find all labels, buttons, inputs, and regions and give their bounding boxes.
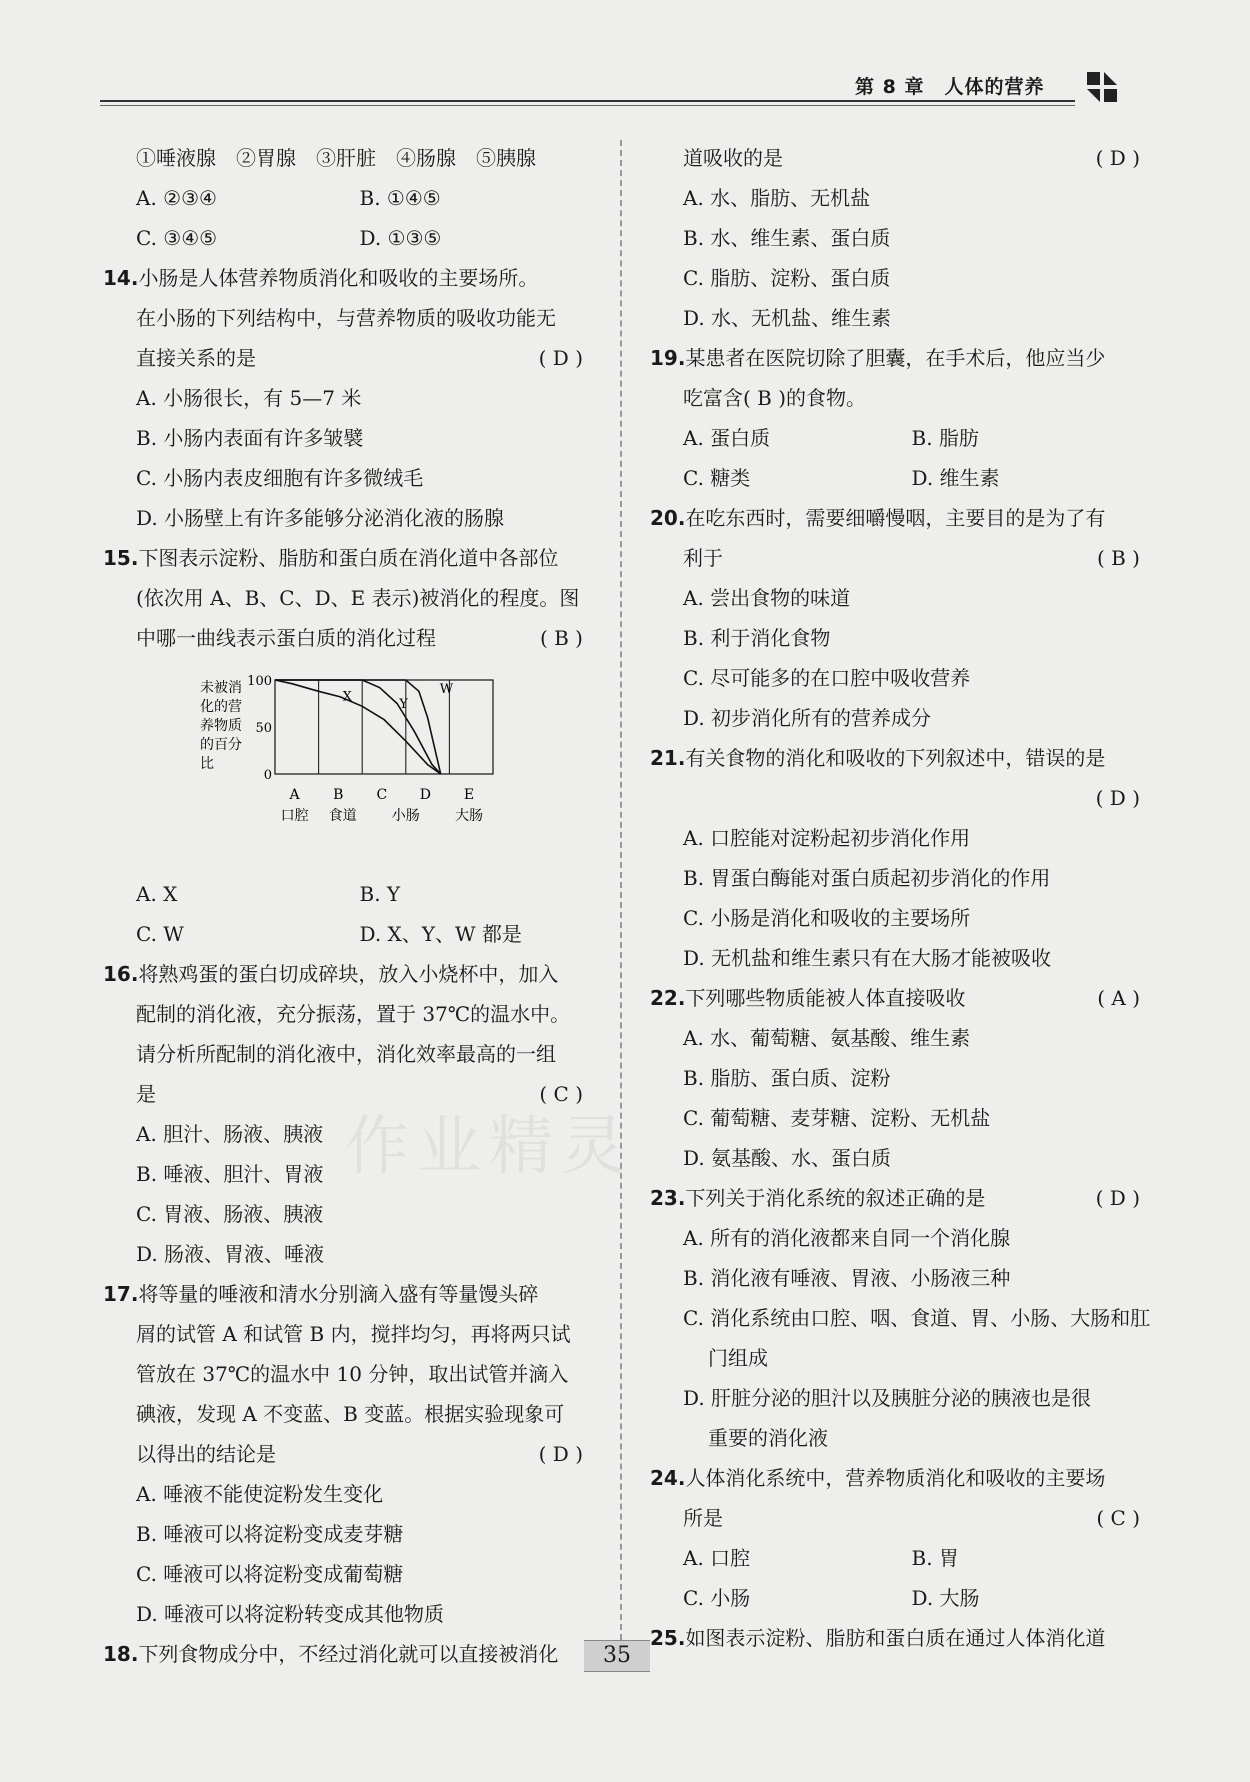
q16-line1: 将熟鸡蛋的蛋白切成碎块，放入小烧杯中，加入 xyxy=(138,962,559,986)
q24-answer: ( C ) xyxy=(1096,1506,1140,1530)
q22-option-d: D. 氨基酸、水、蛋白质 xyxy=(683,1146,892,1170)
q17-option-b: B. 唾液可以将淀粉变成麦芽糖 xyxy=(136,1522,404,1546)
q14-line3 xyxy=(103,338,583,378)
q13-option-c: C. ③④⑤ xyxy=(136,226,218,250)
q23-option-d-line2: 重要的消化液 xyxy=(708,1426,828,1450)
chart-x-category-label: C xyxy=(376,787,388,803)
q14-line1: 小肠是人体营养物质消化和吸收的主要场所。 xyxy=(138,266,539,290)
q18-option-c: C. 脂肪、淀粉、蛋白质 xyxy=(683,266,891,290)
q17-number: 17. xyxy=(103,1282,139,1306)
q14-option-b: B. 小肠内表面有许多皱襞 xyxy=(136,426,364,450)
q22-option-b: B. 脂肪、蛋白质、淀粉 xyxy=(683,1066,891,1090)
q24-option-b: B. 胃 xyxy=(911,1546,959,1570)
q17-line5-text: 以得出的结论是 xyxy=(136,1442,276,1466)
q24-option-c: C. 小肠 xyxy=(683,1586,751,1610)
q21-option-c: C. 小肠是消化和吸收的主要场所 xyxy=(683,906,971,930)
q17-option-a: A. 唾液不能使淀粉发生变化 xyxy=(136,1482,384,1506)
q20-number: 20. xyxy=(650,506,686,530)
chart-series-label-y: Y xyxy=(399,697,408,713)
q19-options-cd xyxy=(650,458,1140,498)
q24-option-a: A. 口腔 xyxy=(683,1546,751,1570)
q23-option-d-line1: D. 肝脏分泌的胆汁以及胰脏分泌的胰液也是很 xyxy=(683,1386,1092,1410)
q13-option-d: D. ①③⑤ xyxy=(359,226,442,250)
chart-series-label-w: W xyxy=(439,682,454,698)
q24-stem xyxy=(650,1458,1140,1498)
q17-line3: 管放在 37℃的温水中 10 分钟，取出试管并滴入 xyxy=(136,1362,569,1386)
q15-line2: (依次用 A、B、C、D、E 表示)被消化的程度。图 xyxy=(136,586,580,610)
q20-stem xyxy=(650,498,1140,538)
q24-line2-text: 所是 xyxy=(683,1506,723,1530)
chart-y-axis-label-line: 养物质 xyxy=(200,718,242,734)
q23-option-b: B. 消化液有唾液、胃液、小肠液三种 xyxy=(683,1266,1011,1290)
q18-option-d: D. 水、无机盐、维生素 xyxy=(683,306,892,330)
q19-line1: 某患者在医院切除了胆囊，在手术后，他应当少 xyxy=(685,346,1106,370)
q16-option-d: D. 肠液、胃液、唾液 xyxy=(136,1242,325,1266)
left-column xyxy=(103,138,583,1674)
q18-stem xyxy=(103,1634,583,1674)
q15-stem xyxy=(103,538,583,578)
q17-line5 xyxy=(103,1434,583,1474)
q24-options-cd xyxy=(650,1578,1140,1618)
q25-line1: 如图表示淀粉、脂肪和蛋白质在通过人体消化道 xyxy=(685,1626,1106,1650)
q20-line1: 在吃东西时，需要细嚼慢咽，主要目的是为了有 xyxy=(685,506,1106,530)
q14-option-d: D. 小肠壁上有许多能够分泌消化液的肠腺 xyxy=(136,506,505,530)
q17-option-d: D. 唾液可以将淀粉转变成其他物质 xyxy=(136,1602,445,1626)
header-rule xyxy=(100,100,1075,102)
q23-number: 23. xyxy=(650,1186,686,1210)
chart-y-axis-label-line: 化的营 xyxy=(200,699,242,715)
q15-number: 15. xyxy=(103,546,139,570)
q19-stem xyxy=(650,338,1140,378)
q20-option-b: B. 利于消化食物 xyxy=(683,626,831,650)
right-column xyxy=(650,138,1151,1658)
chart-y-tick-label: 0 xyxy=(263,768,272,783)
q17-line1: 将等量的唾液和清水分别滴入盛有等量馒头碎 xyxy=(138,1282,539,1306)
q19-line2: 吃富含( B )的食物。 xyxy=(683,386,867,410)
q21-option-b: B. 胃蛋白酶能对蛋白质起初步消化的作用 xyxy=(683,866,1051,890)
chart-y-tick-label: 100 xyxy=(247,674,272,689)
q19-option-c: C. 糖类 xyxy=(683,466,751,490)
column-divider xyxy=(620,140,622,1640)
q18-option-b: B. 水、维生素、蛋白质 xyxy=(683,226,891,250)
q14-line3-text: 直接关系的是 xyxy=(136,346,256,370)
digestion-chart-svg xyxy=(103,658,583,874)
q22-option-c: C. 葡萄糖、麦芽糖、淀粉、无机盐 xyxy=(683,1106,991,1130)
watermark: 作业精灵 xyxy=(345,1110,633,1184)
q15-line3-text: 中哪一曲线表示蛋白质的消化过程 xyxy=(136,626,436,650)
q23-option-c-line1: C. 消化系统由口腔、咽、食道、胃、小肠、大肠和肛 xyxy=(683,1306,1151,1330)
chart-series-label-x: X xyxy=(342,689,352,705)
q15-line3 xyxy=(103,618,583,658)
q25-stem xyxy=(650,1618,1140,1658)
q18-number: 18. xyxy=(103,1642,139,1666)
q20-option-c: C. 尽可能多的在口腔中吸收营养 xyxy=(683,666,971,690)
chart-x-organ-label: 食道 xyxy=(328,808,357,824)
q18-line2-text: 道吸收的是 xyxy=(683,146,783,170)
q16-option-a: A. 胆汁、肠液、胰液 xyxy=(136,1122,324,1146)
q23-option-c-line2: 门组成 xyxy=(708,1346,768,1370)
q24-line2 xyxy=(650,1498,1140,1538)
chart-frame xyxy=(275,680,493,774)
chart-x-category-label: A xyxy=(289,787,300,803)
q17-option-c: C. 唾液可以将淀粉变成葡萄糖 xyxy=(136,1562,404,1586)
chart-y-axis-label-line: 的百分 xyxy=(200,737,242,753)
q17-line4: 碘液，发现 A 不变蓝、B 变蓝。根据实验现象可 xyxy=(136,1402,565,1426)
q22-line1: 下列哪些物质能被人体直接吸收 xyxy=(685,986,966,1010)
chart-series-line-x xyxy=(275,680,441,774)
q21-answer-line xyxy=(650,778,1140,818)
q14-option-a: A. 小肠很长，有 5—7 米 xyxy=(136,386,362,410)
chart-x-category-label: B xyxy=(333,787,344,803)
q21-stem xyxy=(650,738,1140,778)
q21-line1: 有关食物的消化和吸收的下列叙述中，错误的是 xyxy=(685,746,1106,770)
q23-stem xyxy=(650,1178,1140,1218)
q16-line3: 请分析所配制的消化液中，消化效率最高的一组 xyxy=(136,1042,556,1066)
q21-option-a: A. 口腔能对淀粉起初步消化作用 xyxy=(683,826,971,850)
q19-number: 19. xyxy=(650,346,686,370)
q14-answer: ( D ) xyxy=(538,346,583,370)
q16-option-b: B. 唾液、胆汁、胃液 xyxy=(136,1162,324,1186)
q15-line1: 下图表示淀粉、脂肪和蛋白质在消化道中各部位 xyxy=(138,546,559,570)
header-rule-thin xyxy=(100,105,1075,106)
q21-answer: ( D ) xyxy=(1095,786,1140,810)
q22-stem xyxy=(650,978,1140,1018)
digestion-chart xyxy=(103,658,583,874)
q13-items: ①唾液腺 ②胃腺 ③肝脏 ④肠腺 ⑤胰腺 xyxy=(136,146,536,170)
q24-option-d: D. 大肠 xyxy=(911,1586,980,1610)
q15-options-ab xyxy=(103,874,583,914)
chapter-header: 第 8 章 人体的营养 xyxy=(855,76,1045,98)
q20-answer: ( B ) xyxy=(1096,546,1140,570)
q22-answer: ( A ) xyxy=(1097,986,1140,1010)
q20-line2-text: 利于 xyxy=(683,546,723,570)
q15-option-c: C. W xyxy=(136,922,184,946)
q16-line4-text: 是 xyxy=(136,1082,156,1106)
q23-line1: 下列关于消化系统的叙述正确的是 xyxy=(685,1186,986,1210)
q20-line2 xyxy=(650,538,1140,578)
chart-x-organ-label: 小肠 xyxy=(391,808,420,824)
q16-answer: ( C ) xyxy=(539,1082,583,1106)
chart-x-category-label: D xyxy=(419,787,432,803)
q24-line1: 人体消化系统中，营养物质消化和吸收的主要场 xyxy=(685,1466,1106,1490)
q17-stem xyxy=(103,1274,583,1314)
q15-option-d: D. X、Y、W 都是 xyxy=(359,922,522,946)
q14-stem xyxy=(103,258,583,298)
q14-option-c: C. 小肠内表皮细胞有许多微绒毛 xyxy=(136,466,424,490)
q13-option-a: A. ②③④ xyxy=(136,186,217,210)
q25-number: 25. xyxy=(650,1626,686,1650)
q22-option-a: A. 水、葡萄糖、氨基酸、维生素 xyxy=(683,1026,971,1050)
q14-number: 14. xyxy=(103,266,139,290)
q16-number: 16. xyxy=(103,962,139,986)
q19-option-b: B. 脂肪 xyxy=(911,426,979,450)
q16-option-c: C. 胃液、肠液、胰液 xyxy=(136,1202,324,1226)
q13-options-ab xyxy=(103,178,583,218)
q19-option-d: D. 维生素 xyxy=(911,466,1000,490)
q15-option-a: A. X xyxy=(136,882,178,906)
chart-x-category-label: E xyxy=(463,787,475,803)
q15-answer: ( B ) xyxy=(539,626,583,650)
q18-line2 xyxy=(650,138,1140,178)
book-logo-icon xyxy=(1085,70,1119,104)
q16-stem xyxy=(103,954,583,994)
q16-line4 xyxy=(103,1074,583,1114)
page-number: 35 xyxy=(584,1640,650,1672)
q21-option-d: D. 无机盐和维生素只有在大肠才能被吸收 xyxy=(683,946,1052,970)
q22-number: 22. xyxy=(650,986,686,1010)
q24-number: 24. xyxy=(650,1466,686,1490)
q18-option-a: A. 水、脂肪、无机盐 xyxy=(683,186,871,210)
q21-number: 21. xyxy=(650,746,686,770)
q15-options-cd xyxy=(103,914,583,954)
q18-line1: 下列食物成分中，不经过消化就可以直接被消化 xyxy=(138,1642,559,1666)
q15-option-b: B. Y xyxy=(359,882,401,906)
chart-y-axis-label-line: 未被消 xyxy=(200,680,242,696)
q24-options-ab xyxy=(650,1538,1140,1578)
q13-option-b: B. ①④⑤ xyxy=(359,186,441,210)
q20-option-d: D. 初步消化所有的营养成分 xyxy=(683,706,932,730)
chart-x-organ-label: 大肠 xyxy=(455,808,484,824)
q23-option-a: A. 所有的消化液都来自同一个消化腺 xyxy=(683,1226,1011,1250)
q18-answer: ( D ) xyxy=(1095,146,1140,170)
q17-line2: 屑的试管 A 和试管 B 内，搅拌均匀，再将两只试 xyxy=(136,1322,571,1346)
q20-option-a: A. 尝出食物的味道 xyxy=(683,586,851,610)
q19-option-a: A. 蛋白质 xyxy=(683,426,771,450)
chart-y-tick-label: 50 xyxy=(255,721,272,736)
q23-answer: ( D ) xyxy=(1095,1186,1140,1210)
q19-options-ab xyxy=(650,418,1140,458)
q13-options-cd xyxy=(103,218,583,258)
q16-line2: 配制的消化液，充分振荡，置于 37℃的温水中。 xyxy=(136,1002,571,1026)
chart-x-organ-label: 口腔 xyxy=(280,808,309,824)
chart-y-axis-label-line: 比 xyxy=(200,756,214,772)
q17-answer: ( D ) xyxy=(538,1442,583,1466)
chart-series-line-w xyxy=(275,680,441,774)
q14-line2: 在小肠的下列结构中，与营养物质的吸收功能无 xyxy=(136,306,556,330)
chart-series-line-y xyxy=(275,680,441,774)
